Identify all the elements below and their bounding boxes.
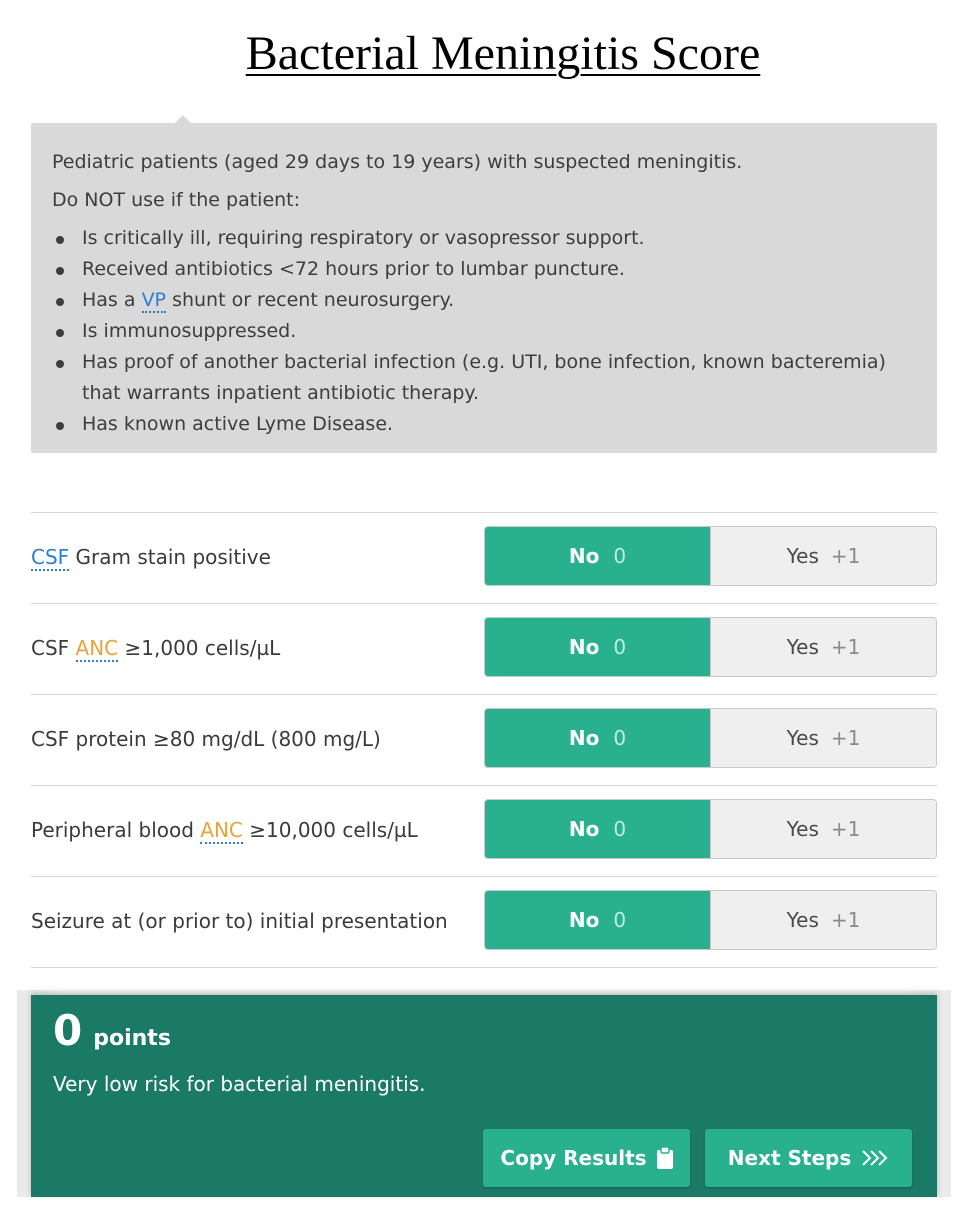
option-yes[interactable] xyxy=(710,618,936,676)
criteria-list xyxy=(31,512,937,968)
instructions-pointer xyxy=(175,115,191,123)
option-yes-label: Yes xyxy=(786,908,819,932)
next-steps-label: Next Steps xyxy=(727,1146,852,1170)
criterion-prefix: Peripheral blood xyxy=(31,818,201,842)
option-no[interactable] xyxy=(485,709,710,767)
option-no-points: 0 xyxy=(613,817,627,841)
criterion-toggle xyxy=(484,799,937,859)
option-no[interactable] xyxy=(485,891,710,949)
triple-chevron-right-icon xyxy=(861,1149,889,1167)
option-yes-label: Yes xyxy=(786,635,819,659)
criterion-peripheral-anc xyxy=(31,786,937,877)
option-no-points: 0 xyxy=(613,635,627,659)
score-line xyxy=(53,1005,171,1057)
exclusion-item xyxy=(52,285,915,316)
abbr-anc[interactable]: ANC xyxy=(200,818,243,842)
criterion-toggle xyxy=(484,708,937,768)
criterion-text: ≥10,000 cells/µL xyxy=(242,818,418,842)
option-yes[interactable] xyxy=(710,800,936,858)
exclusion-text: Has a xyxy=(82,289,142,311)
option-yes-label: Yes xyxy=(786,726,819,750)
option-yes-label: Yes xyxy=(786,817,819,841)
score-value: 0 xyxy=(53,1006,83,1055)
exclusion-text: shunt or recent neurosurgery. xyxy=(166,289,455,311)
criterion-label xyxy=(31,541,271,573)
criterion-csf-protein xyxy=(31,695,937,786)
exclusion-item: Has known active Lyme Disease. xyxy=(52,409,915,440)
copy-results-button[interactable] xyxy=(483,1129,690,1187)
result-interpretation: Very low risk for bacterial meningitis. xyxy=(53,1072,426,1096)
option-yes-points: +1 xyxy=(830,635,861,659)
criterion-csf-gram-stain xyxy=(31,513,937,604)
criterion-label xyxy=(31,814,418,846)
criterion-label xyxy=(31,905,448,937)
abbr-vp[interactable]: VP xyxy=(141,289,167,311)
option-no[interactable] xyxy=(485,618,710,676)
criterion-label xyxy=(31,723,381,755)
abbr-csf[interactable]: CSF xyxy=(31,545,70,569)
option-yes-points: +1 xyxy=(830,544,861,568)
criterion-text: Seizure at (or prior to) initial presentation xyxy=(31,909,448,933)
option-no-points: 0 xyxy=(613,908,627,932)
criterion-toggle xyxy=(484,890,937,950)
exclusion-item: Received antibiotics <72 hours prior to lumbar puncture. xyxy=(52,254,915,285)
option-no-label: No xyxy=(568,544,600,568)
option-yes[interactable] xyxy=(710,527,936,585)
population-text: Pediatric patients (aged 29 days to 19 years) with suspected meningitis. xyxy=(52,151,743,173)
option-no-points: 0 xyxy=(613,726,627,750)
criterion-text: ≥1,000 cells/µL xyxy=(118,636,281,660)
option-no[interactable] xyxy=(485,527,710,585)
criterion-toggle xyxy=(484,617,937,677)
exclusion-heading: Do NOT use if the patient: xyxy=(52,189,301,211)
criterion-toggle xyxy=(484,526,937,586)
option-yes[interactable] xyxy=(710,709,936,767)
criterion-csf-anc xyxy=(31,604,937,695)
abbr-anc[interactable]: ANC xyxy=(75,636,119,660)
exclusion-list xyxy=(52,223,915,440)
option-no-label: No xyxy=(568,817,600,841)
score-unit: points xyxy=(93,1026,171,1051)
option-no-label: No xyxy=(568,726,600,750)
option-no[interactable] xyxy=(485,800,710,858)
clipboard-icon xyxy=(657,1147,673,1169)
exclusion-item: Is critically ill, requiring respiratory or vasopressor support. xyxy=(52,223,915,254)
criterion-seizure xyxy=(31,877,937,968)
option-no-label: No xyxy=(568,635,600,659)
option-yes-points: +1 xyxy=(830,908,861,932)
option-yes[interactable] xyxy=(710,891,936,949)
option-yes-points: +1 xyxy=(830,726,861,750)
criterion-label xyxy=(31,632,280,664)
option-no-points: 0 xyxy=(613,544,627,568)
option-no-label: No xyxy=(568,908,600,932)
criterion-prefix: CSF xyxy=(31,636,76,660)
page-title: Bacterial Meningitis Score xyxy=(245,27,761,80)
criterion-text: Gram stain positive xyxy=(69,545,271,569)
option-yes-points: +1 xyxy=(830,817,861,841)
next-steps-button[interactable] xyxy=(705,1129,912,1187)
exclusion-item: Is immunosuppressed. xyxy=(52,316,915,347)
criterion-text: CSF protein ≥80 mg/dL (800 mg/L) xyxy=(31,727,381,751)
option-yes-label: Yes xyxy=(786,544,819,568)
exclusion-item: Has proof of another bacterial infection (e.g. UTI, bone infection, known bacteremia) that warrants inpatient antibiotic therapy. xyxy=(52,347,915,409)
result-panel xyxy=(31,995,937,1197)
instructions-panel xyxy=(31,123,937,453)
copy-results-label: Copy Results xyxy=(500,1146,647,1170)
